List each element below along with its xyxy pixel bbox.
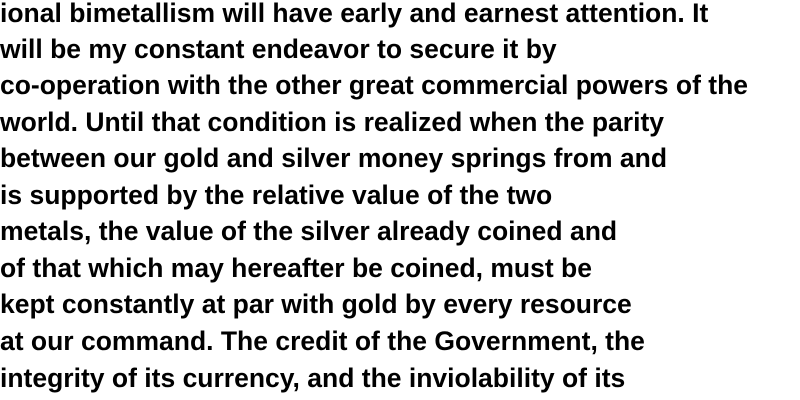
text-line: world. Until that condition is realized when the parity: [0, 107, 665, 137]
text-line: integrity of its currency, and the inviolability of its: [0, 363, 626, 393]
text-line: ional bimetallism will have early and earnest attention. It: [0, 0, 709, 28]
text-line: kept constantly at par with gold by every resource: [0, 289, 632, 319]
text-line: metals, the value of the silver already coined and: [0, 216, 618, 246]
text-line: co-operation with the other great commercial powers of the: [0, 70, 749, 100]
text-line: of that which may hereafter be coined, must be: [0, 253, 592, 283]
text-line: between our gold and silver money springs from and: [0, 143, 668, 173]
text-line: is supported by the relative value of the two: [0, 180, 553, 210]
text-line: at our command. The credit of the Government, the: [0, 326, 645, 356]
text-line: will be my constant endeavor to secure it by: [0, 34, 557, 64]
